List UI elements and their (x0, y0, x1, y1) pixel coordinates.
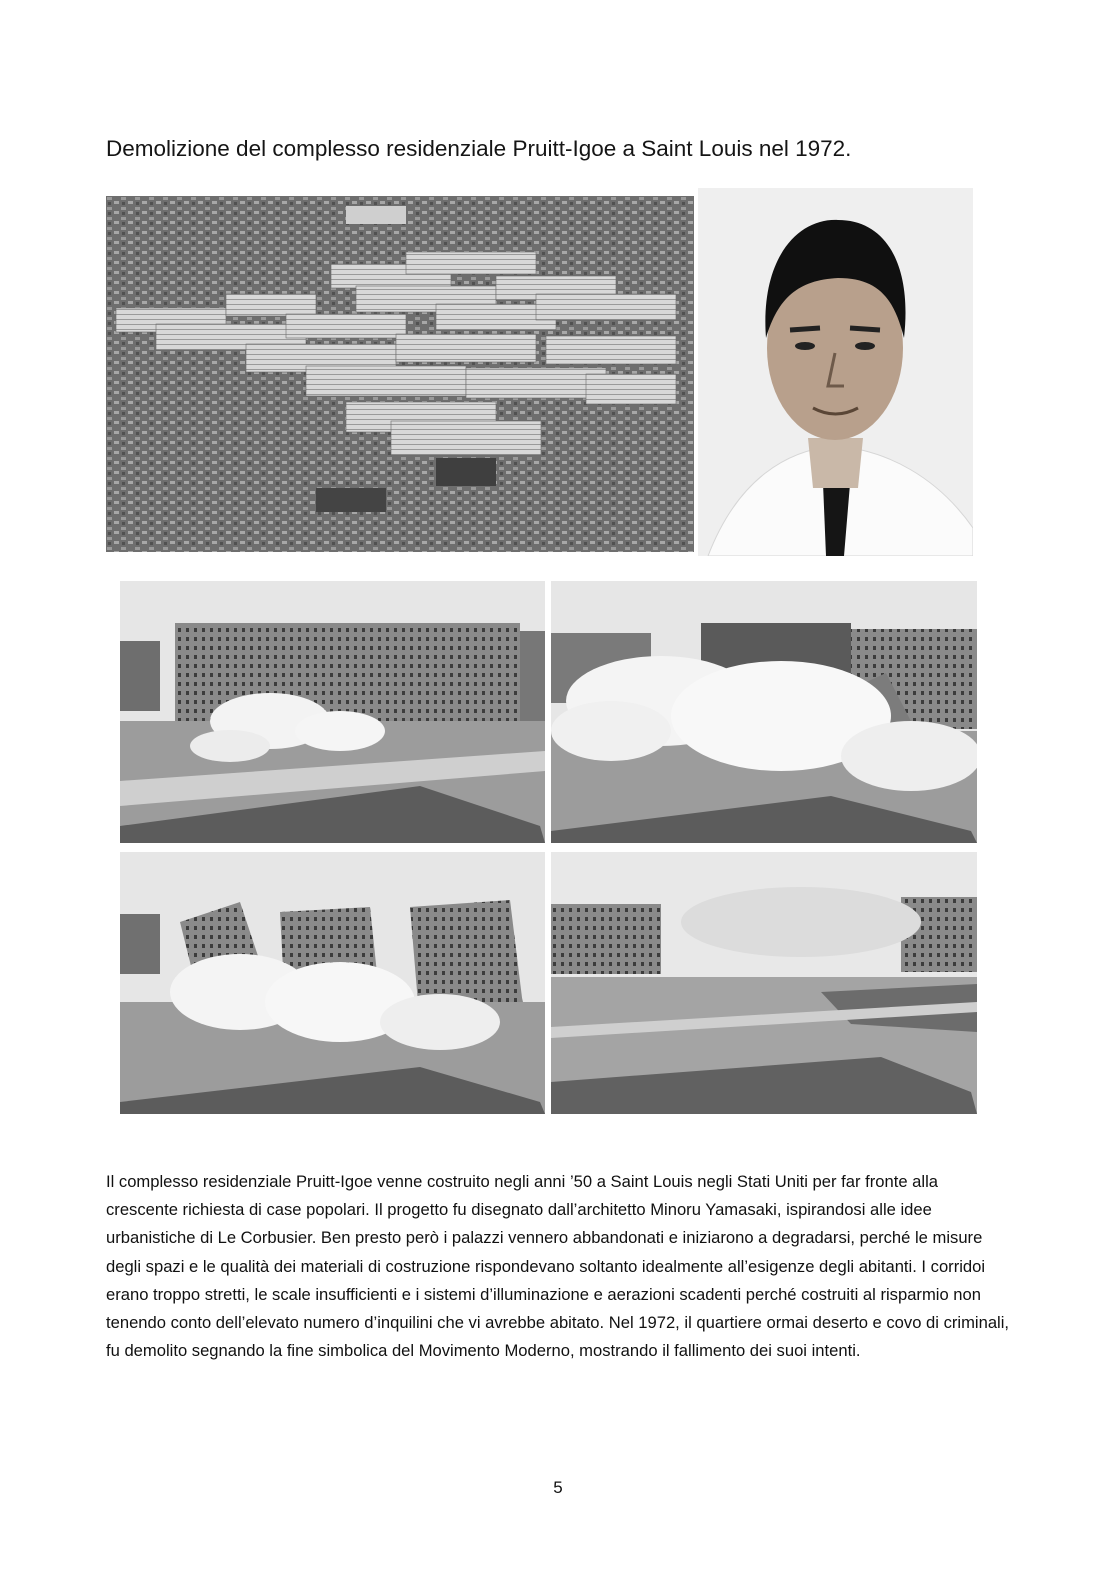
demolition-photo-1 (120, 581, 545, 843)
demolition-photo-3 (120, 852, 545, 1114)
demolition-photo-1-graphic (120, 581, 545, 843)
demolition-photo-4 (551, 852, 977, 1114)
aerial-photo-pruitt-igoe (106, 196, 694, 552)
page-number: 5 (553, 1478, 563, 1497)
portrait-photo-architect (698, 188, 973, 556)
demolition-photo-3-graphic (120, 852, 545, 1114)
demolition-photo-2 (551, 581, 977, 843)
portrait-photo-graphic (698, 188, 973, 556)
demolition-photo-2-graphic (551, 581, 977, 843)
body-paragraph: Il complesso residenziale Pruitt-Igoe venne costruito negli anni ’50 a Saint Louis negli Stati Uniti per far fronte alla crescente richiesta di case popolari. Il progetto fu disegnato dall’architetto Minoru Yamasaki, ispirandosi alle idee urbanistiche di Le Corbusier. Ben presto però i palazzi vennero abbandonati e iniziarono a degradarsi, perché le misure degli spazi e le qualità dei materiali di costruzione rispondevano soltanto idealmente all’esigenze degli abitanti. I corridoi erano troppo stretti, le scale insufficienti e i sistemi d’illuminazione e aerazioni scadenti perché costruiti al risparmio non tenendo conto dell’elevato numero d’inquilini che vi avrebbe abitato. Nel 1972, il quartiere ormai deserto e covo di criminali, fu demolito segnando la fine simbolica del Movimento Moderno, mostrando il fallimento dei suoi intenti. (106, 1172, 1010, 1361)
aerial-photo-graphic (106, 196, 694, 552)
demolition-photo-4-graphic (551, 852, 977, 1114)
page-title: Demolizione del complesso residenziale Pruitt-Igoe a Saint Louis nel 1972. (106, 136, 852, 161)
